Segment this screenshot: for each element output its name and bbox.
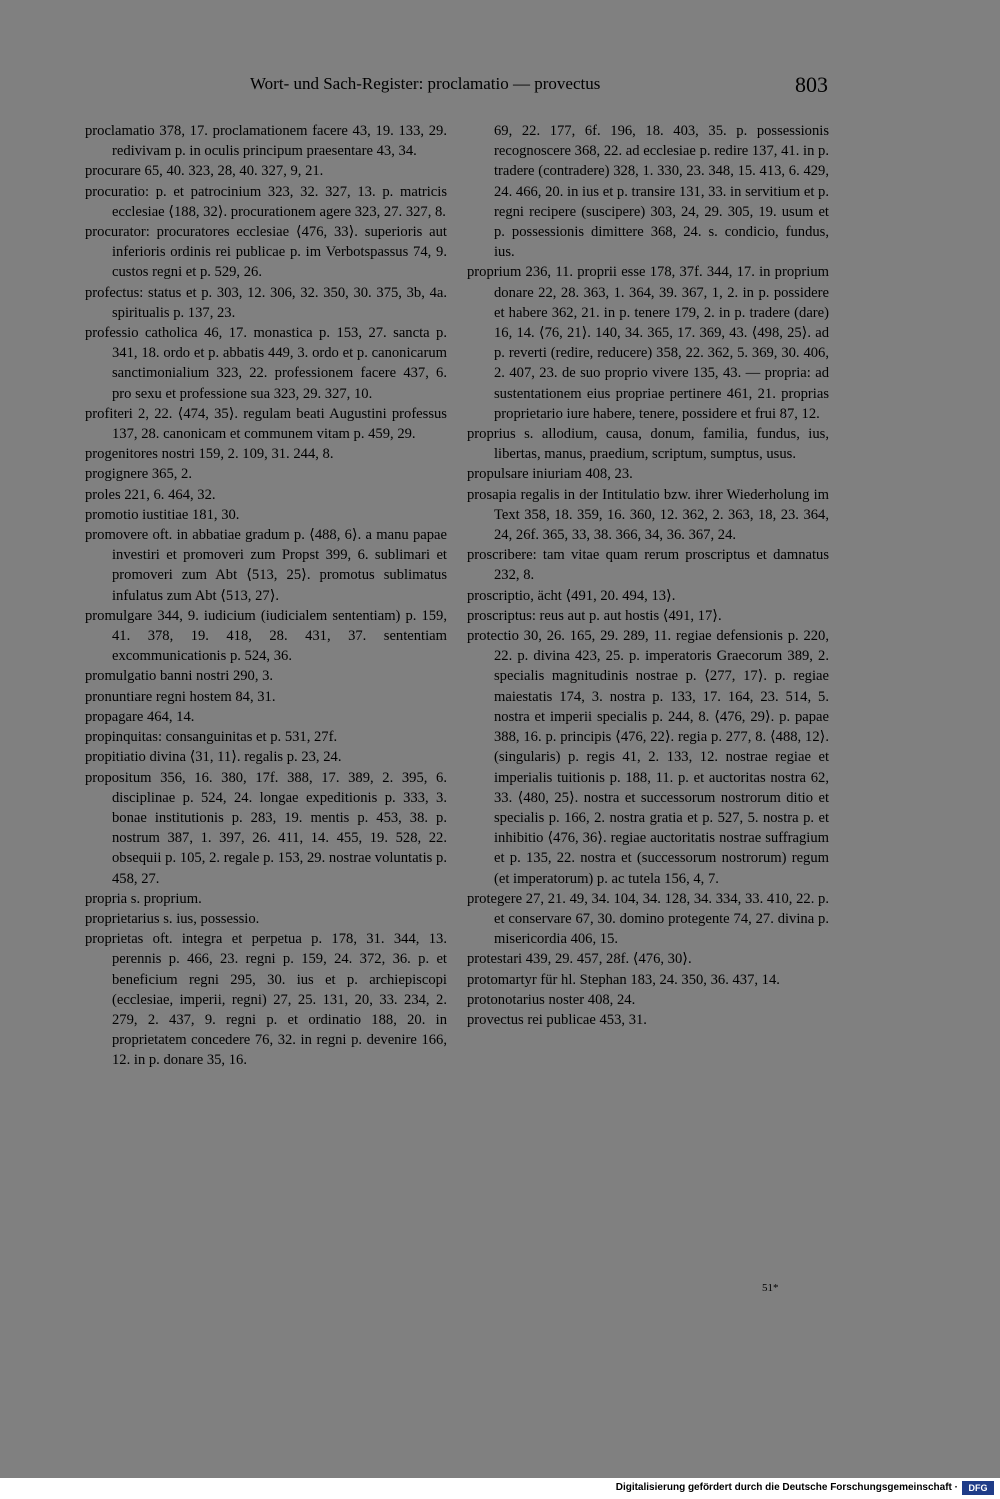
index-entry: profectus: status et p. 303, 12. 306, 32. 350, 30. 375, 3b, 4a. spiritualis p. 137, 23. (85, 284, 447, 321)
funding-credit: Digitalisierung gefördert durch die Deutsche Forschungsgemeinschaft · (615, 1482, 958, 1493)
index-entry: professio catholica 46, 17. monastica p. 153, 27. sancta p. 341, 18. ordo et p. abbatis 449, 3. ordo et p. canonicarum sanctimonialium 323, 22. professionem facere 437, 6. pro sexu et professione sua 323, 29. 327, 10. (85, 325, 447, 402)
index-entry: profiteri 2, 22. ⟨474, 35⟩. regulam beati Augustini professus 137, 28. canonicam et communem vitam p. 459, 29. (85, 405, 447, 443)
page-number: 803 (795, 72, 828, 97)
index-entry: proclamatio 378, 17. proclamationem facere 43, 19. 133, 29. redivivam p. in oculis principum praesentare 43, 34. (85, 123, 447, 160)
index-entry: promulgatio banni nostri 290, 3. (85, 668, 274, 685)
index-entry: promovere oft. in abbatiae gradum p. ⟨488, 6⟩. a manu papae investiri et promoveri zum Propst 399, 6. sublimari et promoveri zum Abt ⟨513, 25⟩. promotus sublimatus infulatus zum Abt ⟨513, 27⟩. (85, 527, 447, 604)
index-entry: proscribere: tam vitae quam rerum proscriptus et damnatus 232, 8. (467, 547, 829, 584)
index-entry: prosapia regalis in der Intitulatio bzw. ihrer Wiederholung im Text 358, 18. 359, 16. 360, 12. 362, 2. 363, 18, 23. 364, 24, 26f. 365, 33, 38. 366, 34, 36. 367, 24. (467, 486, 829, 544)
right-column (467, 121, 829, 1030)
index-entry: protomartyr für hl. Stephan 183, 24. 350, 36. 437, 14. (467, 971, 780, 988)
dfg-logo-icon[interactable]: DFG (962, 1481, 994, 1495)
sheet-signature: 51* (762, 1282, 779, 1294)
running-title: Wort- und Sach-Register: proclamatio — provectus (250, 74, 601, 93)
index-entry: proprium 236, 11. proprii esse 178, 37f. 344, 17. in proprium donare 22, 28. 363, 1. 364, 39. 367, 1, 2. in p. possidere et habere 362, 21. in p. tenere 179, 2. in p. tradere (dare) 16, 14. ⟨76, 21⟩. 140, 34. 365, 17. 369, 43. ⟨498, 25⟩. ad p. reverti (redire, reducere) 358, 22. 362, 5. 369, 30. 406, 2. 407, 23. de suo proprio vivere 135, 43. — propria: ad sustentationem eius propriae pertinere 461, 21. proprias proprietario iure habere, tenere, possidere et frui 87, 12. (467, 264, 829, 422)
index-entry: proscriptus: reus aut p. aut hostis ⟨491, 17⟩. (467, 607, 722, 624)
index-entry: propulsare iniuriam 408, 23. (467, 466, 633, 483)
index-entry: 69, 22. 177, 6f. 196, 18. 403, 35. p. possessionis recognoscere 368, 22. ad ecclesiae p. redire 137, 41. in p. tradere (contradere) 328, 1. 330, 23. 348, 15. 413, 6. 429, 24. 466, 20. in ius et p. transire 131, 33. in servitium et p. regni recipere (suscipere) 303, 24, 29. 305, 19. usum et p. possessionis dimittere 368, 24. s. condicio, fundus, ius. (494, 123, 829, 261)
index-entry: protestari 439, 29. 457, 28f. ⟨476, 30⟩. (467, 951, 692, 968)
index-entry: proprietarius s. ius, possessio. (85, 910, 260, 927)
index-entry: promotio iustitiae 181, 30. (85, 506, 240, 523)
index-entry: promulgare 344, 9. iudicium (iudicialem sententiam) p. 159, 41. 378, 19. 418, 28. 431, 37. sententiam excommunicationis p. 524, 36. (85, 607, 447, 665)
index-entry: propitiatio divina ⟨31, 11⟩. regalis p. 23, 24. (85, 749, 342, 766)
index-entry: provectus rei publicae 453, 31. (467, 1011, 647, 1028)
index-entry: proles 221, 6. 464, 32. (85, 486, 216, 503)
index-entry: pronuntiare regni hostem 84, 31. (85, 688, 276, 705)
page-header (0, 74, 1000, 104)
index-entry: proprietas oft. integra et perpetua p. 178, 31. 344, 13. perennis p. 466, 23. regni p. 159, 24. 372, 36. p. et beneficium regni 295, 30. ius et p. archiepiscopi (ecclesiae, imperii, regni) 27, 25. 131, 20, 33. 234, 2. 279, 2. 437, 9. regni p. et ordinatio 188, 20. in proprietatem concedere 76, 32. in regni p. devenire 166, 12. in p. donare 35, 16. (85, 931, 447, 1069)
index-entry: proprius s. allodium, causa, donum, familia, fundus, ius, libertas, manus, praedium, scriptum, sumptus, usus. (467, 426, 829, 463)
index-entry: procurator: procuratores ecclesiae ⟨476, 33⟩. superioris aut inferioris ordinis rei publicae p. im Verbotspassus 74, 9. custos regni et p. 529, 26. (85, 224, 447, 281)
index-entry: protegere 27, 21. 49, 34. 104, 34. 128, 34. 334, 33. 410, 22. p. et conservare 67, 30. domino protegente 74, 27. divina p. misericordia 406, 15. (467, 890, 829, 948)
index-entry: propositum 356, 16. 380, 17f. 388, 17. 389, 2. 395, 6. disciplinae p. 524, 24. longae expeditionis p. 333, 3. bonae institutionis p. 283, 19. mentis p. 453, 38. p. nostrum 387, 1. 397, 26. 411, 14. 455, 19. 528, 22. obsequii p. 105, 2. regale p. 153, 29. nostrae voluntatis p. 458, 27. (85, 769, 447, 887)
index-entry: propagare 464, 14. (85, 708, 195, 725)
index-entry: progenitores nostri 159, 2. 109, 31. 244, 8. (85, 446, 334, 463)
index-entry: propinquitas: consanguinitas et p. 531, 27f. (85, 729, 338, 746)
index-entry: protonotarius noster 408, 24. (467, 991, 636, 1008)
left-column (85, 121, 447, 1071)
index-entry: proscriptio, ächt ⟨491, 20. 494, 13⟩. (467, 587, 676, 604)
index-entry: progignere 365, 2. (85, 466, 192, 483)
index-entry: procuratio: p. et patrocinium 323, 32. 327, 13. p. matricis ecclesiae ⟨188, 32⟩. procurationem agere 323, 27. 327, 8. (85, 183, 447, 220)
index-entry: procurare 65, 40. 323, 28, 40. 327, 9, 21. (85, 163, 324, 180)
index-entry: propria s. proprium. (85, 890, 202, 907)
footer-bar (0, 1478, 1000, 1499)
index-entry: protectio 30, 26. 165, 29. 289, 11. regiae defensionis p. 220, 22. p. divina 423, 25. p. imperatoris Graecorum 389, 2. specialis magnitudinis nostrae p. ⟨277, 17⟩. p. regiae maiestatis 174, 3. nostra p. 133, 17. 164, 23. 514, 5. nostra et imperii specialis p. 244, 8. ⟨476, 29⟩. p. papae 388, 16. p. principis ⟨476, 22⟩. regia p. 277, 8. ⟨488, 12⟩. (singularis) p. regis 41, 2. 133, 12. nostrae regiae et imperialis tuitionis p. 188, 11. p. et auctoritas nostra 62, 33. ⟨480, 25⟩. nostra et successorum nostrorum ditio et specialis p. 166, 2. nostra gratia et p. 527, 5. nostra p. et inhibitio ⟨476, 36⟩. regiae auctoritatis nostrae suffragium et p. 135, 22. nostra et (successorum nostrorum) regum (et imperatorum) p. ac tutela 156, 4, 7. (467, 628, 829, 887)
